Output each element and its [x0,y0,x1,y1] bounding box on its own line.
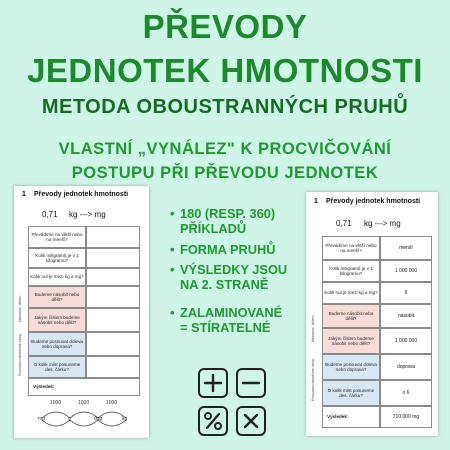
scale-unit: g [68,416,71,422]
scale-unit: mg [38,416,45,422]
worksheet-preview-left [14,186,149,438]
answer-cell: násobit [380,304,432,328]
answer-cell[interactable] [86,332,140,356]
question-row: Kolik miligramů je v 1 kilogramu? [322,260,380,282]
result-value: 710 000 mg [380,406,432,428]
side-label-decimal: Posouvání desetinné čárky [311,358,315,402]
answer-cell[interactable] [86,226,140,248]
side-label-decimal: Posouvání desetinné čárky [18,333,22,377]
answer-cell[interactable] [86,268,140,286]
worksheet-preview-right [306,192,438,436]
scale-unit: kg [122,416,128,422]
answer-cell: 6 [380,282,432,304]
bullet-item [170,206,310,236]
answer-cell: doprava [380,354,432,380]
answer-cell: o 6 [380,380,432,406]
subtitle-method: METODA OBOUSTRANNÝCH PRUHŮ [41,96,409,118]
minus-icon [236,368,266,398]
plus-icon [198,368,228,398]
scale-unit: dag [94,416,103,422]
bullet-item [170,262,310,292]
question-row: Jakým číslem budeme násobit nebo dělit? [322,328,380,354]
question-row: O kolik míst posuneme des. čárku? [322,380,380,406]
question-row: Převádíme na větší nebo na menší? [28,226,86,248]
answer-cell[interactable] [86,308,140,332]
task-value: 0,71 [42,210,58,219]
question-row: Kolik nul je mezi kg a mg? [28,268,86,286]
tagline-line2: POSTUPU PŘI PŘEVODU JEDNOTEK [71,164,379,182]
bullet-text: ZALAMINOVANÉ = STÍRATELNÉ [180,305,283,335]
main-title-line1: PŘEVODY [142,8,308,45]
worksheet-title: Převody jednotek hmotnosti [326,198,421,205]
answer-cell: 1 000 000 [380,328,432,354]
answer-cell: 1 000 000 [380,260,432,282]
scale-factor: 1000 [78,400,90,406]
question-row: Budeme posouvat doleva nebo doprava? [28,332,86,356]
bullet-dot: • [170,262,175,277]
percent-icon [198,406,228,436]
scale-factor: 1000 [50,400,62,406]
question-row: O kolik míst posuneme des. čárku? [28,356,86,378]
side-label-multiply: Násobení, dělení [18,295,22,323]
worksheet-number: 1 [22,191,26,198]
bullet-text: VÝSLEDKY JSOU NA 2. STRANĚ [180,262,288,292]
question-row: Budeme násobit nebo dělit? [322,304,380,328]
result-label: Výsledek: [322,406,380,428]
worksheet-title: Převody jednotek hmotnosti [34,191,129,198]
times-icon [236,406,266,436]
task-value: 0,71 [336,219,352,228]
question-row: Budeme násobit nebo dělit? [28,286,86,308]
bullet-dot: • [170,305,175,320]
question-row: Převádíme na větší nebo na menší? [322,236,380,260]
worksheet-number: 1 [314,198,318,205]
bullet-text: 180 (RESP. 360) PŘÍKLADŮ [180,206,276,236]
question-row: Jakým číslem budeme násobit nebo dělit? [28,308,86,332]
main-title-line2: JEDNOTEK HMOTNOSTI [27,52,423,89]
side-label-multiply: Násobení, dělení [311,315,315,343]
question-row: Kolik nul je mezi kg a mg? [322,282,380,304]
question-row: Budeme posouvat doleva nebo doprava? [322,354,380,380]
scale-factor: 1000 [106,400,118,406]
tagline-line1: VLASTNÍ „VYNÁLEZ" K PROCVIČOVÁNÍ [58,140,392,158]
question-row: Kolik miligramů je v 1 kilogramu? [28,248,86,268]
answer-cell[interactable] [86,248,140,268]
task-units: kg ---> mg [364,219,401,228]
task-units: kg ---> mg [69,210,106,219]
bullet-item [170,242,310,258]
result-row: Výsledek: [28,378,140,396]
answer-cell[interactable] [86,286,140,308]
bullet-dot: • [170,242,175,257]
bullet-item [170,305,310,335]
bullet-dot: • [170,206,175,221]
bullet-text: FORMA PRUHŮ [180,242,276,257]
answer-cell: menší [380,236,432,260]
answer-cell[interactable] [86,356,140,378]
